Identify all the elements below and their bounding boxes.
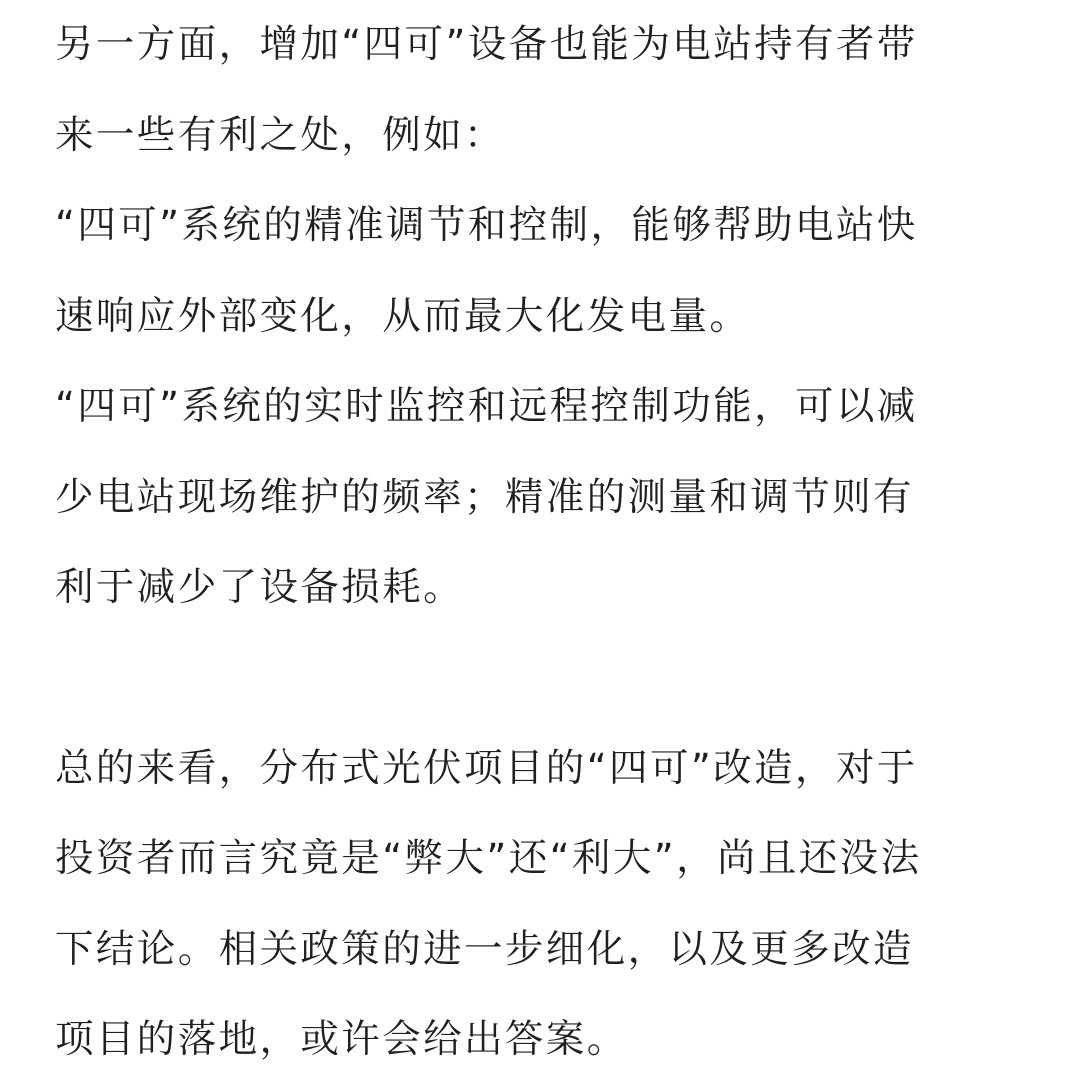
text-line: 速响应外部变化，从而最大化发电量。 <box>55 293 751 339</box>
text-line: “四可”系统的精准调节和控制，能够帮助电站快 <box>55 203 918 248</box>
paragraph-spacer <box>55 634 1027 724</box>
paragraph-precise-control <box>55 181 1027 362</box>
paragraph-benefits-intro <box>55 0 1027 181</box>
text-line: 另一方面，增加“四可”设备也能为电站持有者带 <box>55 22 918 67</box>
paragraph-monitoring <box>55 362 1027 634</box>
text-line: 总的来看，分布式光伏项目的“四可”改造，对于 <box>55 745 918 791</box>
paragraph-conclusion <box>55 724 1027 1086</box>
text-line: 利于减少了设备损耗。 <box>55 565 465 610</box>
text-line: 少电站现场维护的频率；精准的测量和调节则有 <box>55 474 914 520</box>
text-line: “四可”系统的实时监控和远程控制功能，可以减 <box>55 384 918 429</box>
text-line: 投资者而言究竟是“弊大”还“利大”，尚且还没法 <box>55 836 922 881</box>
text-line: 下结论。相关政策的进一步细化，以及更多改造 <box>55 926 914 972</box>
article-body <box>55 0 1027 1086</box>
text-line: 来一些有利之处，例如： <box>55 112 505 158</box>
text-line: 项目的落地，或许会给出答案。 <box>55 1017 628 1062</box>
